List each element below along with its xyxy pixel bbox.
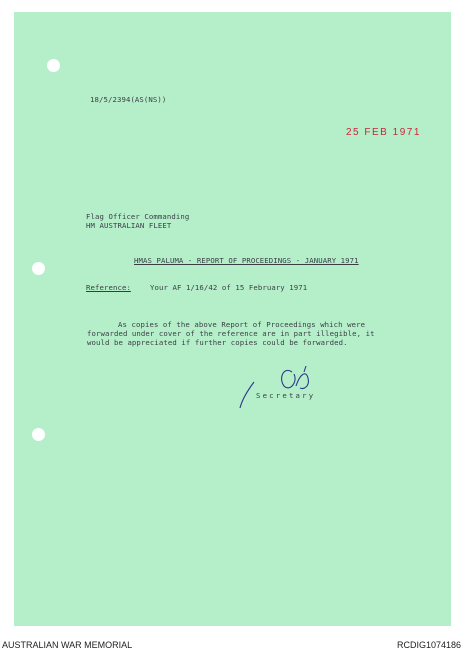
body-line-1: As copies of the above Report of Proceedings which were: [118, 320, 366, 329]
footer-id: RCDIG1074186: [396, 640, 461, 650]
addressee-line-1: Flag Officer Commanding: [86, 212, 190, 221]
punch-hole-bottom: [32, 428, 45, 441]
addressee-line-2: HM AUSTRALIAN FLEET: [86, 221, 172, 230]
subject-line: HMAS PALUMA - REPORT OF PROCEEDINGS - JANUARY 1971: [134, 256, 359, 265]
date-stamp: 25 FEB 1971: [346, 127, 421, 138]
document-page: [14, 12, 451, 626]
punch-hole-middle: [32, 262, 45, 275]
body-line-2: forwarded under cover of the reference are in part illegible, it: [87, 329, 375, 338]
footer-institution: AUSTRALIAN WAR MEMORIAL: [2, 640, 133, 650]
handwritten-signature: [234, 364, 324, 414]
body-line-3: would be appreciated if further copies could be forwarded.: [87, 338, 348, 347]
reference-label: Reference:: [86, 283, 131, 292]
file-reference: 18/5/2394(AS(NS)): [90, 95, 167, 104]
punch-hole-top: [47, 59, 60, 72]
signature-title: Secretary: [256, 391, 316, 400]
reference-text: Your AF 1/16/42 of 15 February 1971: [150, 283, 308, 292]
